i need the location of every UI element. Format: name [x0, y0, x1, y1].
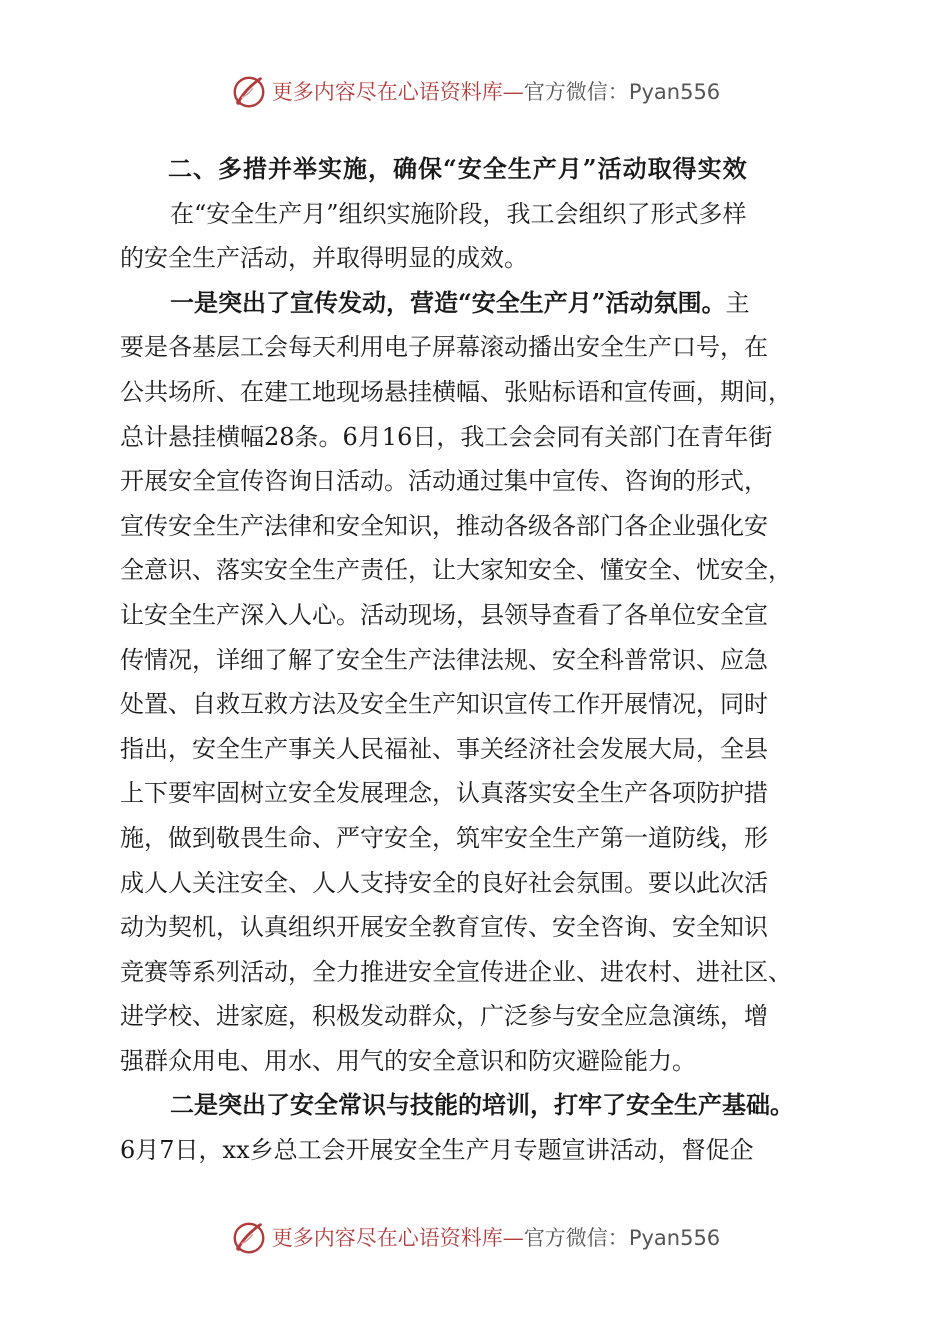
paragraph-text: 主	[725, 288, 750, 317]
paragraph-line: 宣传安全生产法律和安全知识，推动各级各部门各企业强化安	[120, 511, 768, 540]
paragraph-line: 施，做到敬畏生命、严守安全，筑牢安全生产第一道防线，形	[120, 823, 768, 852]
watermark-contact-label: 官方微信：	[523, 1226, 629, 1250]
paragraph-line: 让安全生产深入人心。活动现场，县领导查看了各单位安全宣	[120, 600, 768, 629]
brush-logo-icon	[230, 73, 268, 111]
paragraph-line: 公共场所、在建工地现场悬挂横幅、张贴标语和宣传画，期间，	[120, 377, 792, 406]
watermark-contact-id: Pyan556	[628, 80, 721, 104]
watermark-banner-top	[0, 70, 950, 114]
paragraph-line: 6月7日，xx乡总工会开展安全生产月专题宣讲活动，督促企	[120, 1136, 754, 1165]
watermark-brand-text: 更多内容尽在心语资料库—	[271, 80, 524, 104]
paragraph-line: 全意识、落实安全生产责任，让大家知安全、懂安全、忧安全，	[120, 556, 792, 585]
paragraph-line: 处置、自救互救方法及安全生产知识宣传工作开展情况，同时	[120, 690, 768, 719]
watermark-brand-text: 更多内容尽在心语资料库—	[271, 1226, 524, 1250]
document-body	[120, 147, 832, 1173]
paragraph-line: 传情况，详细了解了安全生产法律法规、安全科普常识、应急	[120, 645, 768, 674]
bold-lead-text: 二是突出了安全常识与技能的培训，打牢了安全生产基础。	[170, 1090, 794, 1120]
paragraph-line: 开展安全宣传咨询日活动。活动通过集中宣传、咨询的形式，	[120, 467, 768, 496]
paragraph-line: 强群众用电、用水、用气的安全意识和防灾避险能力。	[120, 1046, 696, 1075]
paragraph-line: 指出，安全生产事关人民福祉、事关经济社会发展大局，全县	[120, 734, 768, 763]
watermark-banner-bottom	[0, 1216, 950, 1260]
paragraph-line: 上下要牢固树立安全发展理念，认真落实安全生产各项防护措	[120, 779, 768, 808]
paragraph-line: 的安全生产活动，并取得明显的成效。	[120, 244, 528, 273]
paragraph-line: 总计悬挂横幅28条。6月16日，我工会会同有关部门在青年街	[120, 422, 773, 451]
paragraph-line: 竞赛等系列活动，全力推进安全宣传进企业、进农村、进社区、	[120, 957, 792, 986]
paragraph-line: 要是各基层工会每天利用电子屏幕滚动播出安全生产口号，在	[120, 333, 768, 362]
brush-logo-icon	[230, 1219, 268, 1257]
paragraph-line: 成人人关注安全、人人支持安全的良好社会氛围。要以此次活	[120, 868, 768, 897]
bold-lead-text: 一是突出了宣传发动，营造“安全生产月”活动氛围。	[170, 287, 726, 317]
watermark-contact-label: 官方微信：	[523, 80, 629, 104]
paragraph-line: 进学校、进家庭，积极发动群众，广泛参与安全应急演练，增	[120, 1002, 768, 1031]
paragraph-line: 动为契机，认真组织开展安全教育宣传、安全咨询、安全知识	[120, 913, 768, 942]
section-heading: 二、多措并举实施，确保“安全生产月”活动取得实效	[168, 154, 748, 183]
paragraph-line: 在“安全生产月”组织实施阶段，我工会组织了形式多样	[170, 199, 747, 228]
paragraph-line	[120, 281, 832, 326]
paragraph-line	[120, 1083, 832, 1128]
watermark-contact-id: Pyan556	[628, 1226, 721, 1250]
